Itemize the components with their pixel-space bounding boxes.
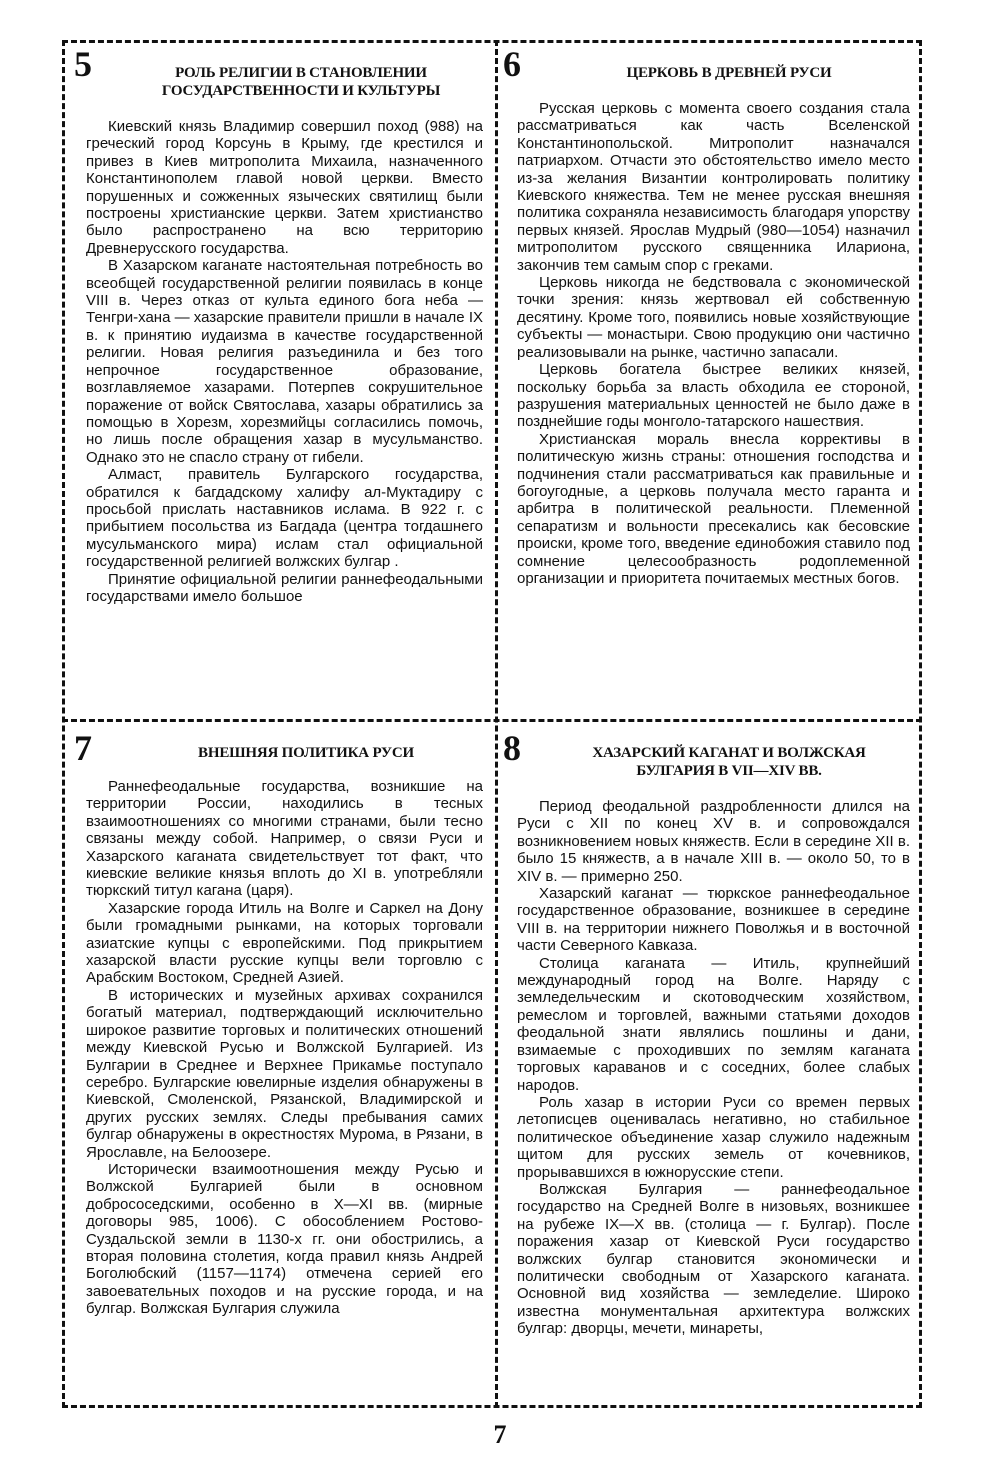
paragraph: В Хазарском каганате настоятельная потребность во всеобщей государственной религии появилась в конце VIII в. Через отказ от культа единого бога неба — Тенгри-хана — хазарские правители пришли в начале IX в. к принятию иудаизма в качестве государственной религии. Новая религия разъединила и без того непрочное государственное образование, возглавляемое хазарами. Потерпев сокрушительное поражение от войск Святослава, хазары обратились за помощью в Хорезм, хорезмийцы согласились помочь, но лишь после обращения хазар в мусульманство. Однако это не спасло страну от гибели.	[86, 257, 483, 466]
paragraph: В исторических и музейных архивах сохранился богатый материал, подтверждающий исключительно широкое развитие торговых и политических отношений между Киевской Русью и Волжской Булгарией. Из Булгарии в Среднее и Верхнее Прикамье поступало серебро. Булгарские ювелирные изделия обнаружены в Киевской, Смоленской, Рязанской, Владимирской и других русских землях. Следы пребывания самих булгар обнаружены в окрестностях Мурома, в Рязани, в Ярославле, на Белоозере.	[86, 986, 483, 1161]
card-body	[86, 118, 483, 605]
card-title: РОЛЬ РЕЛИГИИ В СТАНОВЛЕНИИ ГОСУДАРСТВЕННОСТИ И КУЛЬТУРЫ	[161, 65, 441, 99]
card-5	[66, 44, 493, 716]
paragraph: Церковь богатела быстрее великих князей, поскольку борьба за власть обходила ее стороной, разрушения материальных ценностей не было даже в позднейшие годы монголо-татарского нашествия.	[517, 361, 910, 431]
card-8	[499, 724, 919, 1405]
paragraph: Русская церковь с момента своего создания стала рассматриваться как часть Вселенской Константинопольской. Митрополит назначался патриархом. Отчасти это обстоятельство имело место из-за желания Византии контролировать политику Киевского княжества. Тем не менее русская внешняя политика сохраняла независимость благодаря упорству первых князей. Ярослав Мудрый (980—1054) назначил митрополитом русского священника Илариона, закончив тем самым спор с греками.	[517, 100, 910, 274]
card-number: 8	[503, 728, 521, 768]
paragraph: Роль хазар в истории Руси со времен первых летописцев оценивалась негативно, но стабильное политическое объединение хазар служило надежным щитом для русских земель от кочевников, прорывавшихся в южнорусские степи.	[517, 1093, 910, 1181]
card-number: 7	[74, 728, 92, 768]
paragraph: Период феодальной раздробленности длился на Руси с XII по конец XV в. и сопровождался возникновением новых княжеств. Если в середине XII в. было 15 княжеств, а в начале XIII в. — около 50, то в XIV в. — примерно 250.	[517, 798, 910, 885]
page-number: 7	[493, 1420, 507, 1449]
paragraph: Исторически взаимоотношения между Русью и Волжской Булгарией были в основном добрососедскими, особенно в X—XI вв. (мирные договоры 985, 1006). С обособлением Ростово-Суздальской земли в 1130-х гг. они обострились, а вторая половина столетия, когда правил князь Андрей Боголюбский (1157—1174) отмечена серией его завоевательных походов и на русские города, и на булгар. Волжская Булгария служила	[86, 1160, 483, 1318]
card-7	[66, 724, 493, 1405]
paragraph: Киевский князь Владимир совершил поход (988) на греческий город Корсунь в Крыму, где крестился и привез в Киев митрополита Михаила, назначенного Константинополем главой новой церкви. Вместо порушенных и сожженных языческих святилищ были построены христианские церкви. Затем христианство было распространено на всю территорию Древнерусского государства.	[86, 118, 483, 257]
card-body	[517, 100, 910, 587]
card-number: 5	[74, 44, 92, 84]
card-title: ХАЗАРСКИЙ КАГАНАТ И ВОЛЖСКАЯ БУЛГАРИЯ В VII—XIV ВВ.	[592, 745, 866, 779]
paragraph: Христианская мораль внесла коррективы в политическую жизнь страны: отношения господства и подчинения стали рассматриваться как правильные и богоугодные, а церковь получала место гаранта и арбитра в политической реальности. Племенной сепаратизм и вольности пресекались как бесовские происки, кроме того, введение единобожия ставило под сомнение целесообразность родоплеменной организации и приоритета почитаемых местных богов.	[517, 430, 910, 587]
horizontal-cut-line	[62, 719, 922, 722]
paragraph: Раннефеодальные государства, возникшие на территории России, находились в тесных взаимоотношениях со многими странами, были тесно связаны между собой. Например, о связи Руси и Хазарского каганата свидетельствует тот факт, что киевские великие князья вплоть до XI в. употребляли тюркский титул кагана (царя).	[86, 778, 483, 900]
paragraph: Хазарские города Итиль на Волге и Саркел на Дону были громадными рынками, на которых торговали азиатские купцы с европейскими. Под прикрытием хазарской власти русские купцы вели торговлю с Арабским Востоком, Средней Азией.	[86, 899, 483, 987]
card-body	[517, 798, 910, 1338]
card-title: ЦЕРКОВЬ В ДРЕВНЕЙ РУСИ	[626, 65, 832, 81]
paragraph: Волжская Булгария — раннефеодальное государство на Средней Волге в низовьях, возникшее на рубеже IX—X вв. (столица — г. Булгар). После поражения хазар от Киевской Руси государство волжских булгар становится экономически и политически свободным от Хазарского каганата. Основной вид хозяйства — земледелие. Широко известна монументальная архитектура волжских булгар: дворцы, мечети, минареты,	[517, 1180, 910, 1338]
paragraph: Хазарский каганат — тюркское раннефеодальное государственное образование, возникшее в середине VIII в. на территории нижнего Поволжья и в восточной части Северного Кавказа.	[517, 885, 910, 955]
vertical-cut-line	[495, 40, 498, 1408]
paragraph: Алмаст, правитель Булгарского государства, обратился к багдадскому халифу ал-Муктадиру с просьбой прислать наставников ислама. В 922 г. с прибытием посольства из Багдада (центра тогдашнего мусульманского мира) ислам стал официальной государственной религией волжских булгар .	[86, 466, 483, 571]
card-6	[499, 44, 919, 716]
paragraph: Столица каганата — Итиль, крупнейший международный город на Волге. Наряду с земледельческим и скотоводческим хозяйством, ремеслом и торговлей, важными статьями доходов феодальной знати являлись пошлины и дани, взимаемые с проходивших по землям каганата торговых караванов и с соседних, более слабых народов.	[517, 954, 910, 1094]
paragraph: Церковь никогда не бедствовала с экономической точки зрения: князь жертвовал ей собственную десятину. Кроме того, появились новые хозяйствующие субъекты — монастыри. Свою продукцию они частично реализовывали на рынке, частично запасали.	[517, 274, 910, 361]
card-number: 6	[503, 44, 521, 84]
card-title: ВНЕШНЯЯ ПОЛИТИКА РУСИ	[198, 745, 414, 761]
paragraph: Принятие официальной религии раннефеодальными государствами имело большое	[86, 570, 483, 605]
card-body	[86, 778, 483, 1318]
